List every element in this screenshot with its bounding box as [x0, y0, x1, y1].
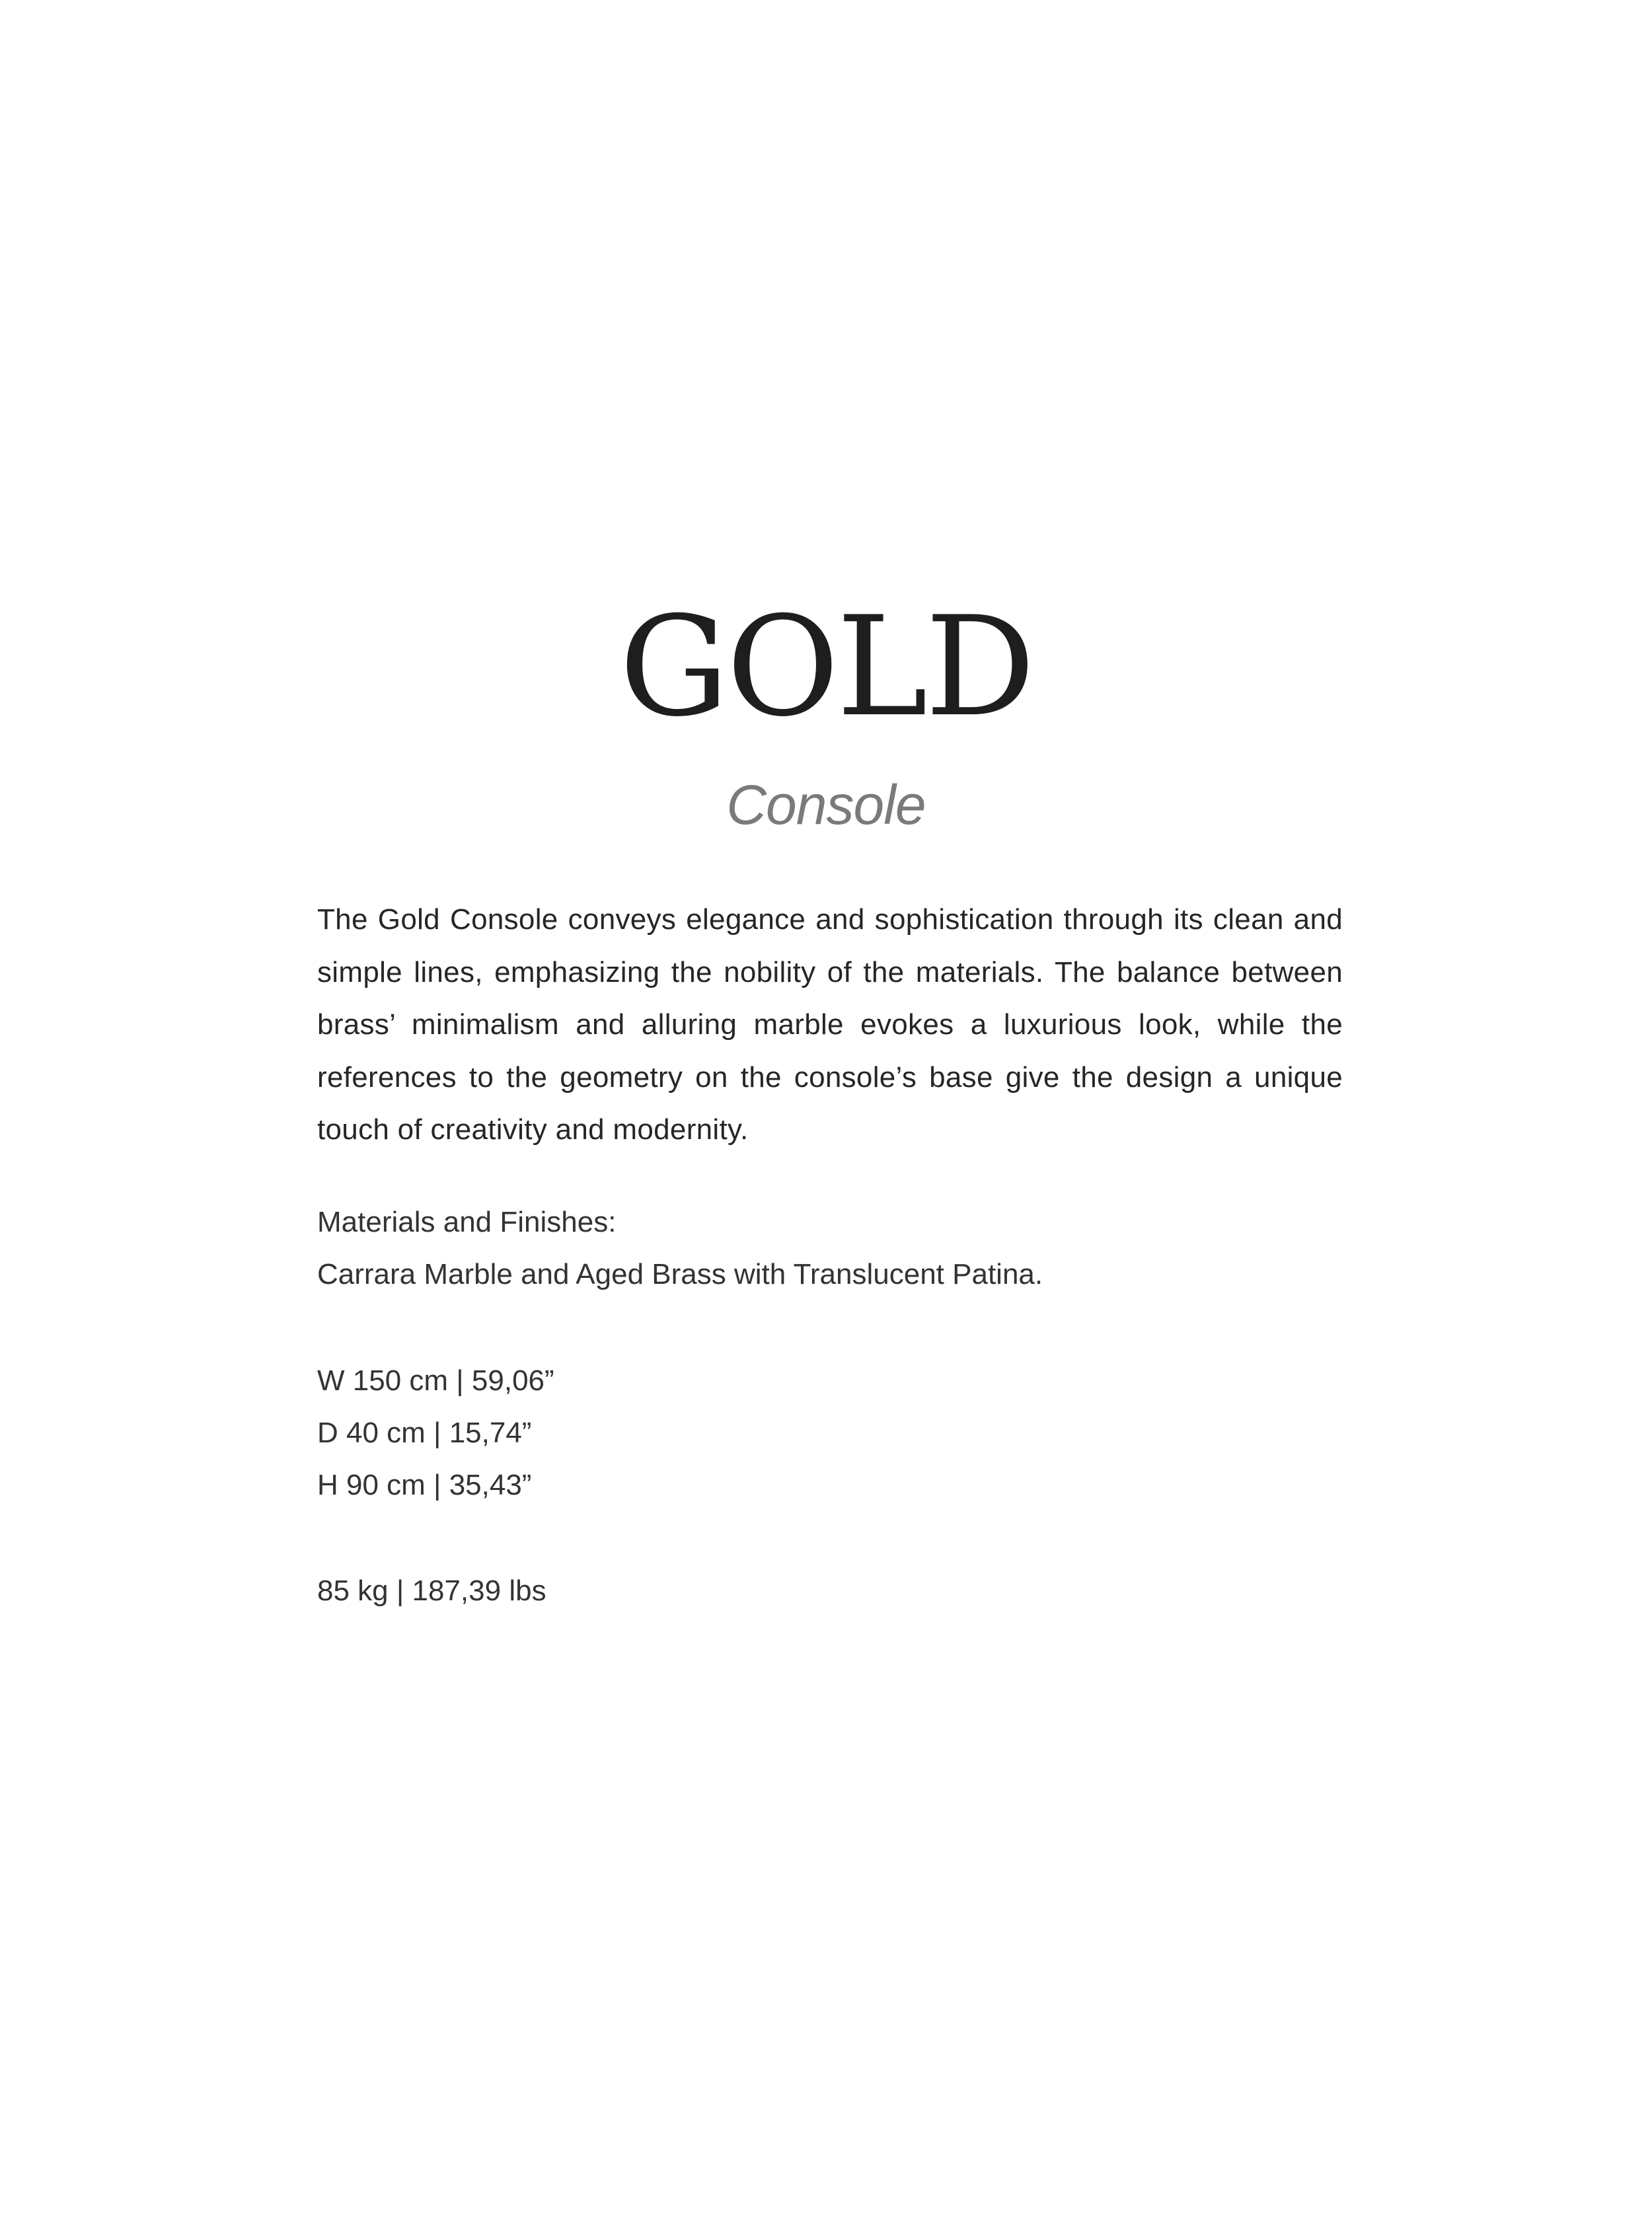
weight-section — [317, 1565, 1343, 1617]
materials-value: Carrara Marble and Aged Brass with Translucent Patina. — [317, 1258, 1043, 1290]
product-title: GOLD — [619, 587, 1033, 747]
product-subtitle: Console — [726, 774, 926, 836]
dimensions-section — [317, 1355, 1343, 1511]
dimension-depth: D 40 cm | 15,74” — [317, 1417, 532, 1449]
product-description: The Gold Console conveys elegance and sophistication through its clean and simple lines, emphasizing the nobility of the materials. The balance between brass’ minimalism and alluring marble evokes a luxurious look, while the references to the geometry on the console’s base give the design a unique touch of creativity and modernity. — [317, 903, 1343, 1146]
dimension-height: H 90 cm | 35,43” — [317, 1469, 532, 1501]
materials-section — [317, 1196, 1343, 1300]
dimension-width: W 150 cm | 59,06” — [317, 1364, 554, 1397]
materials-heading: Materials and Finishes: — [317, 1206, 617, 1238]
weight-value: 85 kg | 187,39 lbs — [317, 1575, 546, 1607]
